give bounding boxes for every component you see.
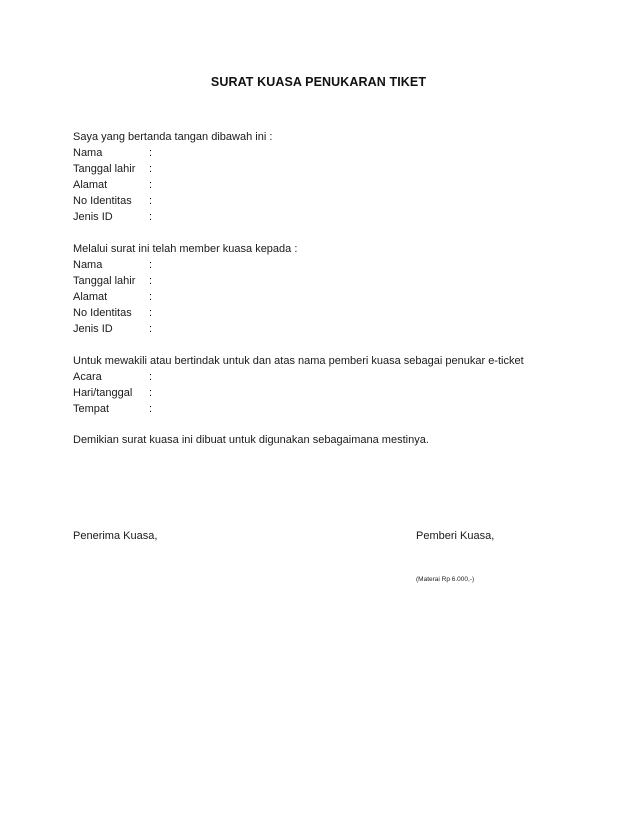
event-field-acara: [73, 369, 159, 385]
field-colon: :: [149, 291, 153, 303]
purpose-intro: Untuk mewakili atau bertindak untuk dan atas nama pemberi kuasa sebagai penukar e-ticket: [73, 355, 524, 367]
field-label: Tanggal lahir: [73, 275, 136, 287]
stamp-duty-note: (Materai Rp 6.000,-): [416, 576, 475, 583]
grantee-field-tanggal-lahir: [73, 273, 159, 289]
grantor-field-no-identitas: [73, 193, 159, 209]
grantor-field-jenis-id: [73, 209, 159, 225]
grantee-field-alamat: [73, 289, 159, 305]
event-field-hari-tanggal: [73, 385, 159, 401]
receiver-signature-label: Penerima Kuasa,: [73, 530, 158, 542]
grantee-field-no-identitas: [73, 305, 159, 321]
field-colon: :: [149, 275, 153, 287]
field-label: Acara: [73, 371, 102, 383]
field-colon: :: [149, 195, 153, 207]
field-colon: :: [149, 387, 153, 399]
field-colon: :: [149, 323, 153, 335]
grantee-field-jenis-id: [73, 321, 159, 337]
grantor-field-nama: [73, 145, 159, 161]
event-field-tempat: [73, 401, 159, 417]
field-colon: :: [149, 147, 153, 159]
field-label: Jenis ID: [73, 323, 113, 335]
field-label: No Identitas: [73, 307, 132, 319]
field-colon: :: [149, 307, 153, 319]
grantor-intro: Saya yang bertanda tangan dibawah ini :: [73, 131, 273, 143]
document-title: SURAT KUASA PENUKARAN TIKET: [210, 75, 427, 89]
grantee-field-nama: [73, 257, 159, 273]
field-colon: :: [149, 259, 153, 271]
closing-statement: Demikian surat kuasa ini dibuat untuk digunakan sebagaimana mestinya.: [73, 434, 429, 446]
field-colon: :: [149, 403, 153, 415]
field-label: Hari/tanggal: [73, 387, 133, 399]
field-label: Tempat: [73, 403, 110, 415]
grantor-field-tanggal-lahir: [73, 161, 159, 177]
field-label: Nama: [73, 259, 103, 271]
field-colon: :: [149, 163, 153, 175]
giver-signature-label: Pemberi Kuasa,: [416, 530, 495, 542]
field-label: Alamat: [73, 179, 108, 191]
grantee-intro: Melalui surat ini telah member kuasa kepada :: [73, 243, 298, 255]
field-label: Tanggal lahir: [73, 163, 136, 175]
field-colon: :: [149, 371, 153, 383]
grantor-field-alamat: [73, 177, 159, 193]
field-colon: :: [149, 179, 153, 191]
field-label: No Identitas: [73, 195, 132, 207]
field-label: Nama: [73, 147, 103, 159]
field-label: Jenis ID: [73, 211, 113, 223]
field-label: Alamat: [73, 291, 108, 303]
field-colon: :: [149, 211, 153, 223]
